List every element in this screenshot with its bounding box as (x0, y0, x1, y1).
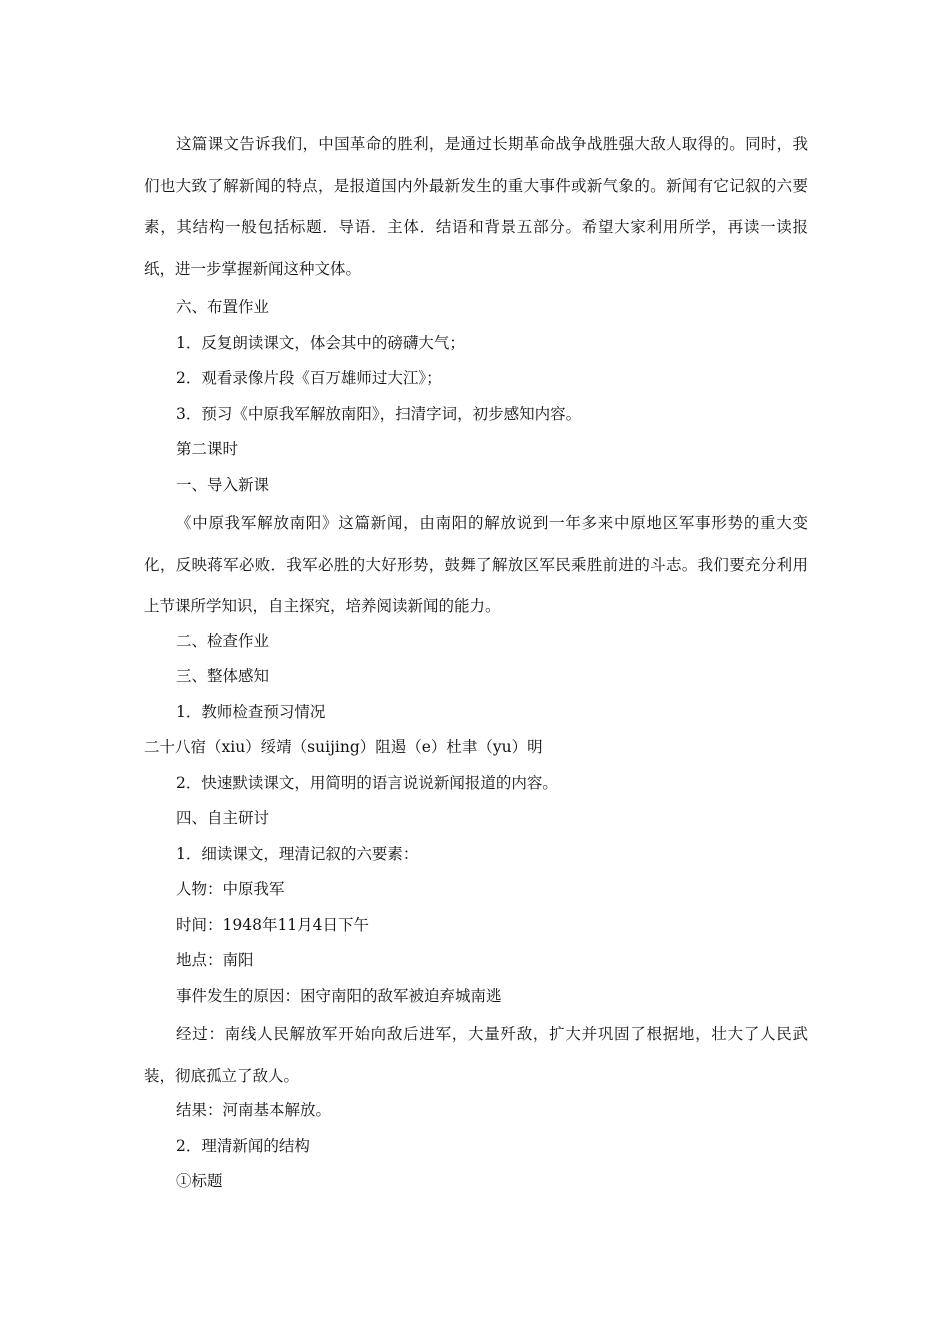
second-lesson-heading: 第二课时 (176, 440, 239, 458)
summary-paragraph: 这篇课文告诉我们，中国革命的胜利，是通过长期革命战争战胜强大敌人取得的。同时，我们也大致了解新闻的特点，是报道国内外最新发生的重大事件或新气象的。新闻有它记叙的六要素，其结构一般包括标题．导语．主体．结语和背景五部分。希望大家利用所学，再读一读报纸，进一步掌握新闻这种文体。 (144, 135, 808, 278)
document-page (144, 124, 808, 1200)
homework-heading: 六、布置作业 (176, 298, 270, 316)
study-item-1: 1．细读课文，理清记叙的六要素： (176, 844, 419, 863)
overall-heading: 三、整体感知 (176, 667, 270, 685)
structure-title-item: ①标题 (176, 1172, 223, 1190)
intro-heading: 一、导入新课 (176, 475, 270, 494)
homework-item-1: 1．反复朗读课文，体会其中的磅礴大气； (176, 333, 465, 352)
overall-item-2: 2．快速默读课文，用简明的语言说说新闻报道的内容。 (176, 773, 558, 792)
study-heading: 四、自主研讨 (176, 809, 270, 827)
element-place: 地点：南阳 (176, 951, 254, 969)
homework-item-2: 2．观看录像片段《百万雄师过大江》； (176, 369, 442, 387)
intro-paragraph: 《中原我军解放南阳》这篇新闻，由南阳的解放说到一年多来中原地区军事形势的重大变化，反映蒋军必败．我军必胜的大好形势，鼓舞了解放区军民乘胜前进的斗志。我们要充分利用上节课所学知识，自主探究，培养阅读新闻的能力。 (144, 514, 808, 615)
element-process: 经过：南线人民解放军开始向敌后进军，大量歼敌，扩大并巩固了根据地，壮大了人民武装，彻底孤立了敌人。 (144, 1025, 808, 1085)
element-time: 时间：1948年11月4日下午 (176, 915, 370, 934)
element-result: 结果：河南基本解放。 (176, 1101, 332, 1119)
check-heading: 二、检查作业 (176, 631, 270, 650)
pinyin-line: 二十八宿（xiu）绥靖（suijing）阻遏（e）杜聿（yu）明 (144, 738, 543, 756)
element-cause: 事件发生的原因：困守南阳的敌军被迫弃城南逃 (176, 986, 502, 1005)
homework-item-3: 3．预习《中原我军解放南阳》，扫清字词，初步感知内容。 (176, 404, 582, 423)
overall-item-1: 1．教师检查预习情况 (176, 702, 326, 721)
element-person: 人物：中原我军 (176, 880, 285, 898)
study-item-2: 2．理清新闻的结构 (176, 1136, 310, 1155)
